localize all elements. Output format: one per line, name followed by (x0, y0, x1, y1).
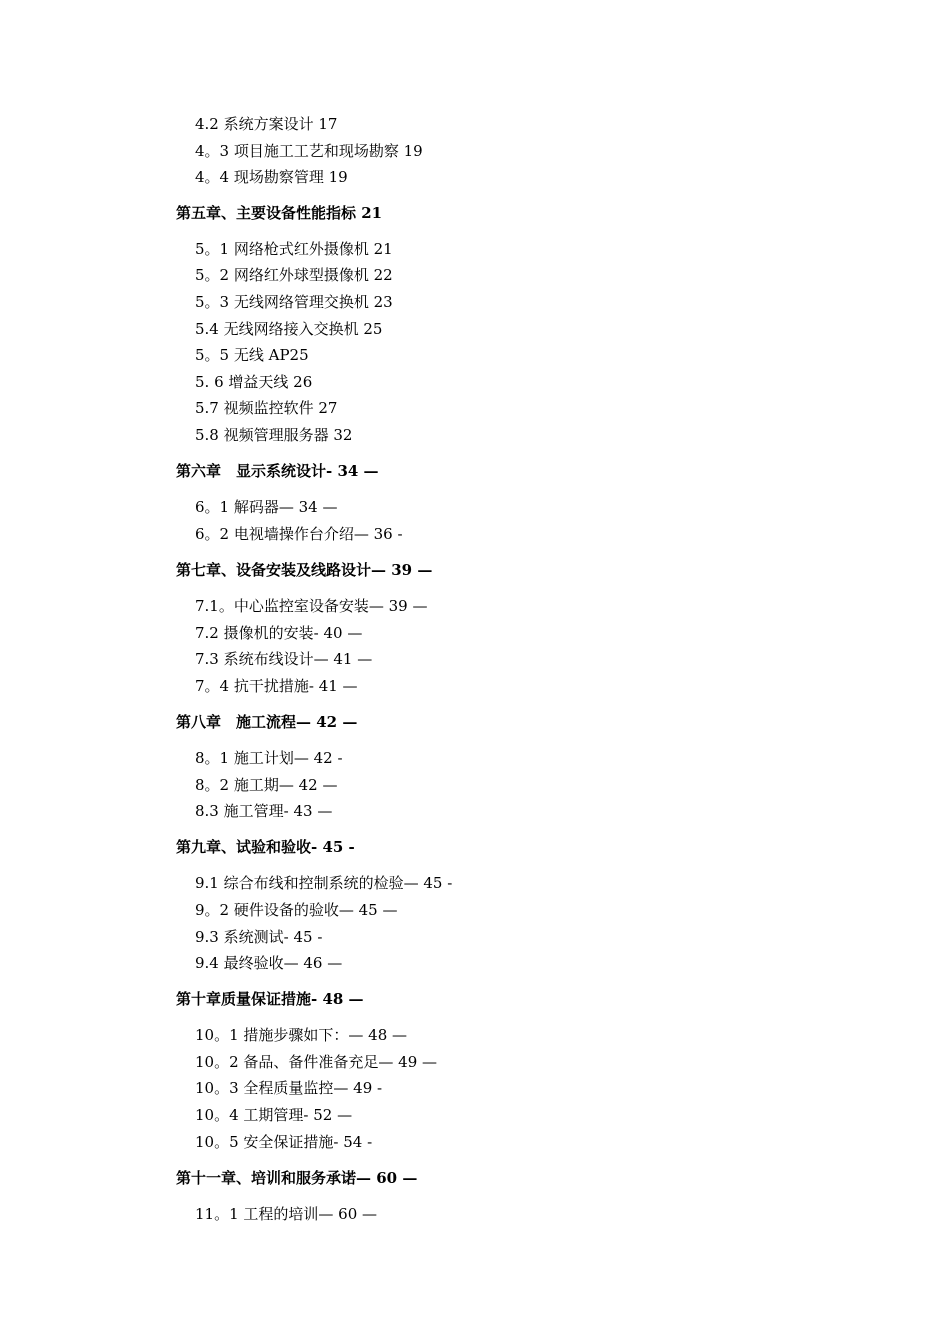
toc-entry: 10。3 全程质量监控— 49 - (195, 1079, 383, 1097)
toc-entry: 8。2 施工期— 42 — (195, 776, 338, 794)
toc-entry: 6。1 解码器— 34 — (195, 498, 338, 516)
toc-chapter-heading: 第八章 施工流程— 42 — (176, 713, 358, 731)
toc-entry: 11。1 工程的培训— 60 — (195, 1205, 378, 1223)
toc-entry: 5.8 视频管理服务器 32 (195, 426, 353, 444)
toc-entry: 4。4 现场勘察管理 19 (195, 168, 348, 186)
toc-entry: 10。5 安全保证措施- 54 - (195, 1133, 373, 1151)
toc-entry: 5。1 网络枪式红外摄像机 21 (195, 240, 393, 258)
toc-entry: 5.7 视频监控软件 27 (195, 399, 338, 417)
toc-entry: 5.4 无线网络接入交换机 25 (195, 320, 383, 338)
toc-entry: 7.2 摄像机的安装- 40 — (195, 624, 363, 642)
toc-entry: 7.3 系统布线设计— 41 — (195, 650, 373, 668)
toc-entry: 9.3 系统测试- 45 - (195, 928, 323, 946)
toc-entry: 7.1。中心监控室设备安装— 39 — (195, 597, 428, 615)
toc-entry: 8。1 施工计划— 42 - (195, 749, 343, 767)
toc-chapter-heading: 第七章、设备安装及线路设计— 39 — (176, 561, 433, 579)
toc-entry: 5。5 无线 AP25 (195, 346, 309, 364)
toc-entry: 9.4 最终验收— 46 — (195, 954, 343, 972)
toc-entry: 10。1 措施步骤如下：— 48 — (195, 1026, 408, 1044)
toc-entry: 5。2 网络红外球型摄像机 22 (195, 266, 393, 284)
toc-entry: 9.1 综合布线和控制系统的检验— 45 - (195, 874, 453, 892)
toc-entry: 5。3 无线网络管理交换机 23 (195, 293, 393, 311)
toc-entry: 10。2 备品、备件准备充足— 49 — (195, 1053, 438, 1071)
toc-chapter-heading: 第五章、主要设备性能指标 21 (176, 204, 383, 222)
toc-entry: 6。2 电视墙操作台介绍— 36 - (195, 525, 403, 543)
toc-chapter-heading: 第十章质量保证措施- 48 — (176, 990, 364, 1008)
toc-entry: 4.2 系统方案设计 17 (195, 115, 338, 133)
toc-entry: 8.3 施工管理- 43 — (195, 802, 333, 820)
toc-chapter-heading: 第十一章、培训和服务承诺— 60 — (176, 1169, 418, 1187)
toc-entry: 4。3 项目施工工艺和现场勘察 19 (195, 142, 423, 160)
toc-entry: 9。2 硬件设备的验收— 45 — (195, 901, 398, 919)
toc-entry: 10。4 工期管理- 52 — (195, 1106, 353, 1124)
toc-chapter-heading: 第九章、试验和验收- 45 - (176, 838, 355, 856)
toc-entry: 5. 6 增益天线 26 (195, 373, 313, 391)
toc-chapter-heading: 第六章 显示系统设计- 34 — (176, 462, 379, 480)
toc-entry: 7。4 抗干扰措施- 41 — (195, 677, 358, 695)
